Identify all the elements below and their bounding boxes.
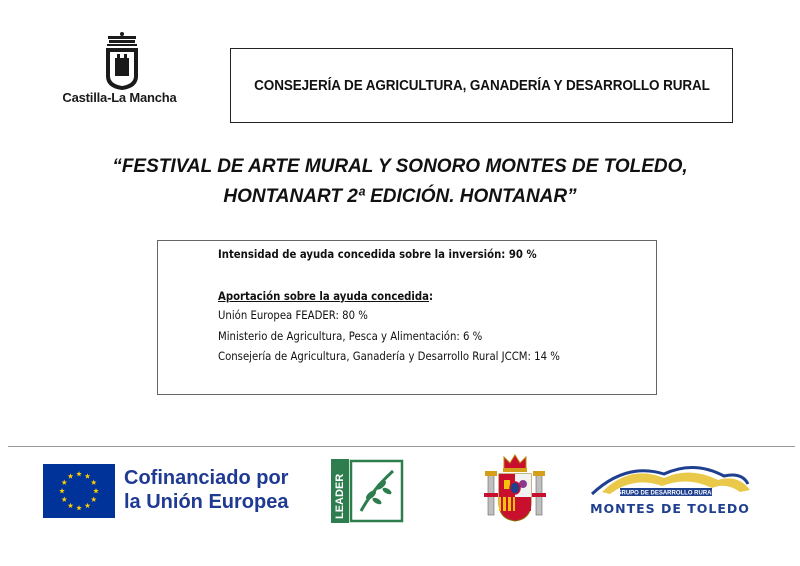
leader-text: LEADER	[334, 473, 346, 519]
eu-cofinanced-line-2: la Unión Europea	[124, 491, 289, 513]
footer-divider	[8, 446, 795, 447]
leader-logo	[331, 459, 404, 523]
montes-de-toledo-logo	[590, 462, 750, 518]
eu-flag-icon	[43, 464, 115, 518]
department-name: CONSEJERÍA DE AGRICULTURA, GANADERÍA Y DESARROLLO RURAL	[253, 77, 710, 94]
contribution-eu: Unión Europea FEADER: 80 %	[218, 308, 368, 322]
spain-coat-of-arms	[482, 453, 548, 525]
aid-intensity: Intensidad de ayuda concedida sobre la inversión: 90 %	[218, 247, 537, 261]
contribution-heading-text: Aportación sobre la ayuda concedida	[218, 289, 429, 303]
contribution-heading	[218, 289, 433, 303]
funding-info-box	[157, 240, 657, 395]
mdt-name: MONTES DE TOLEDO	[590, 501, 750, 516]
department-box	[230, 48, 733, 123]
region-logo-label: Castilla-La Mancha	[62, 90, 177, 105]
contribution-regional: Consejería de Agricultura, Ganadería y Desarrollo Rural JCCM: 14 %	[218, 349, 560, 363]
contribution-heading-colon: :	[428, 289, 434, 303]
contribution-ministry: Ministerio de Agricultura, Pesca y Alimentación: 6 %	[218, 329, 483, 343]
project-title-line-2: HONTANART 2ª EDICIÓN. HONTANAR”	[223, 186, 577, 207]
eu-cofinanced-line-1: Cofinanciado por	[124, 467, 289, 489]
project-title-line-1: “FESTIVAL DE ARTE MURAL Y SONORO MONTES DE TOLEDO,	[112, 156, 688, 177]
mdt-subtitle: GRUPO DE DESARROLLO RURAL	[616, 490, 716, 497]
